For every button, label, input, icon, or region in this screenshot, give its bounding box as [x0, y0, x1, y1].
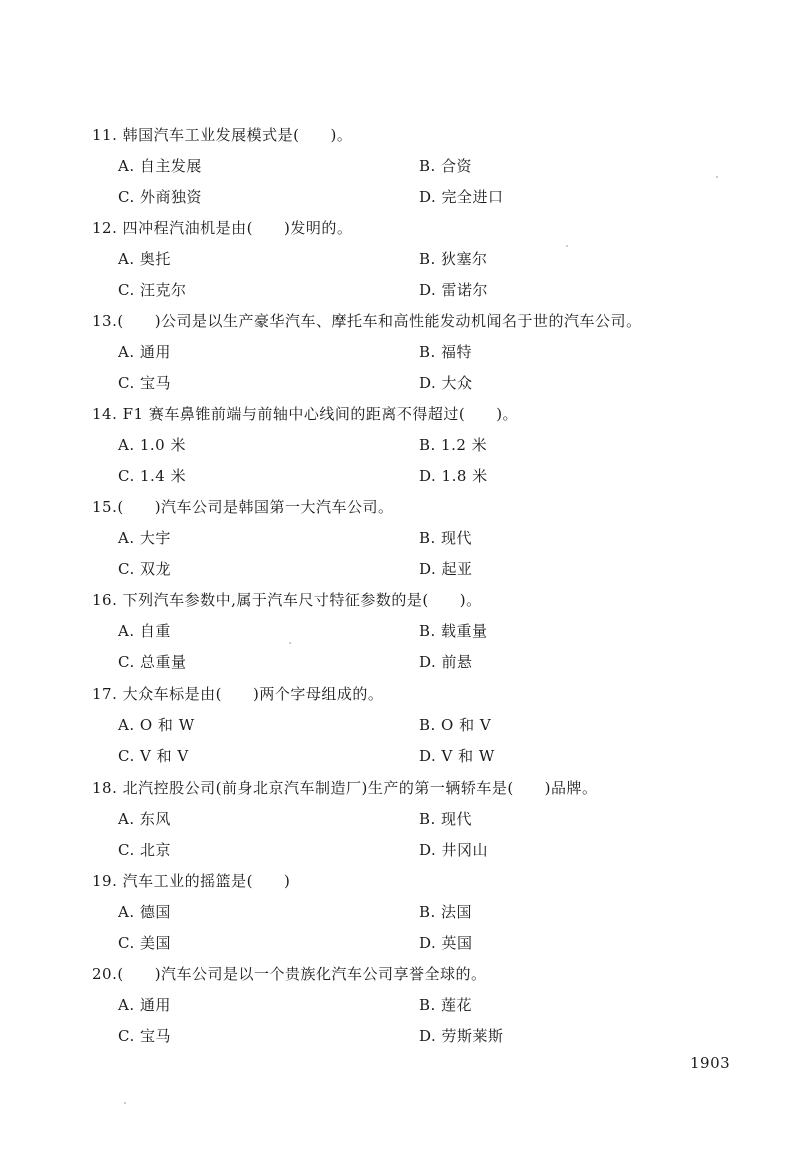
option-row: [92, 809, 772, 829]
option-c: C. 宝马: [118, 1027, 171, 1045]
question-stem: 18. 北汽控股公司(前身北京汽车制造厂)生产的第一辆轿车是( )品牌。: [92, 779, 598, 797]
option-d: D. 完全进口: [419, 188, 504, 206]
option-d: D. 英国: [419, 934, 473, 952]
option-d: D. 劳斯莱斯: [419, 1027, 504, 1045]
option-d: D. 1.8 米: [419, 467, 488, 485]
option-c: C. 宝马: [118, 374, 171, 392]
option-row: [92, 187, 772, 207]
option-a: A. 1.0 米: [118, 436, 186, 454]
question-12: [92, 218, 772, 300]
question-stem: 13.( )公司是以生产豪华汽车、摩托车和高性能发动机闻名于世的汽车公司。: [92, 312, 642, 330]
question-stem: 15.( )汽车公司是韩国第一大汽车公司。: [92, 498, 394, 516]
option-a: A. 东风: [118, 810, 171, 828]
option-b: B. 莲花: [419, 996, 473, 1014]
option-row: [92, 528, 772, 548]
option-d: D. V 和 W: [419, 747, 495, 765]
question-stem: 16. 下列汽车参数中,属于汽车尺寸特征参数的是( )。: [92, 591, 482, 609]
option-row: [92, 1026, 772, 1046]
option-d: D. 雷诺尔: [419, 281, 489, 299]
question-15: [92, 497, 772, 579]
option-c: C. 双龙: [118, 560, 171, 578]
question-20: [92, 964, 772, 1046]
option-row: [92, 840, 772, 860]
option-b: B. O 和 V: [419, 716, 492, 734]
option-row: [92, 280, 772, 300]
question-19: [92, 871, 772, 953]
option-d: D. 大众: [419, 374, 473, 392]
option-c: C. 总重量: [118, 653, 187, 671]
question-stem: 14. F1 赛车鼻锥前端与前轴中心线间的距离不得超过( )。: [92, 405, 519, 423]
question-stem: 19. 汽车工业的摇篮是( ): [92, 872, 291, 890]
option-row: [92, 466, 772, 486]
question-17: [92, 684, 772, 766]
page-number: 1903: [690, 1054, 731, 1072]
option-row: [92, 746, 772, 766]
option-a: A. 大宇: [118, 529, 171, 547]
option-b: B. 法国: [419, 903, 473, 921]
option-row: [92, 933, 772, 953]
option-d: D. 起亚: [419, 560, 473, 578]
question-16: [92, 590, 772, 672]
option-c: C. 北京: [118, 841, 171, 859]
question-stem: 20.( )汽车公司是以一个贵族化汽车公司享誉全球的。: [92, 965, 487, 983]
question-13: [92, 311, 772, 393]
option-a: A. 德国: [118, 903, 171, 921]
question-stem: 17. 大众车标是由( )两个字母组成的。: [92, 685, 384, 703]
question-stem: 12. 四冲程汽油机是由( )发明的。: [92, 219, 353, 237]
option-b: B. 现代: [419, 529, 473, 547]
option-a: A. 通用: [118, 996, 171, 1014]
option-b: B. 合资: [419, 157, 473, 175]
option-row: [92, 342, 772, 362]
option-b: B. 福特: [419, 343, 473, 361]
option-c: C. 外商独资: [118, 188, 202, 206]
question-18: [92, 778, 772, 860]
option-row: [92, 559, 772, 579]
scan-speck: [124, 1102, 126, 1104]
scan-speck: [289, 642, 291, 644]
option-row: [92, 373, 772, 393]
option-d: D. 井冈山: [419, 841, 489, 859]
question-stem: 11. 韩国汽车工业发展模式是( )。: [92, 126, 353, 144]
option-b: B. 载重量: [419, 622, 488, 640]
option-row: [92, 715, 772, 735]
option-d: D. 前悬: [419, 653, 473, 671]
option-b: B. 狄塞尔: [419, 250, 488, 268]
option-a: A. 奥托: [118, 250, 171, 268]
option-row: [92, 902, 772, 922]
option-row: [92, 156, 772, 176]
scan-speck: [716, 176, 718, 178]
question-14: [92, 404, 772, 486]
option-row: [92, 435, 772, 455]
option-row: [92, 995, 772, 1015]
option-c: C. V 和 V: [118, 747, 189, 765]
option-c: C. 1.4 米: [118, 467, 187, 485]
option-c: C. 美国: [118, 934, 171, 952]
option-row: [92, 652, 772, 672]
scan-speck: [566, 245, 568, 247]
option-row: [92, 621, 772, 641]
option-c: C. 汪克尔: [118, 281, 187, 299]
option-b: B. 现代: [419, 810, 473, 828]
option-row: [92, 249, 772, 269]
option-a: A. 自重: [118, 622, 171, 640]
option-a: A. O 和 W: [118, 716, 195, 734]
option-a: A. 自主发展: [118, 157, 202, 175]
option-b: B. 1.2 米: [419, 436, 488, 454]
question-11: [92, 125, 772, 207]
option-a: A. 通用: [118, 343, 171, 361]
